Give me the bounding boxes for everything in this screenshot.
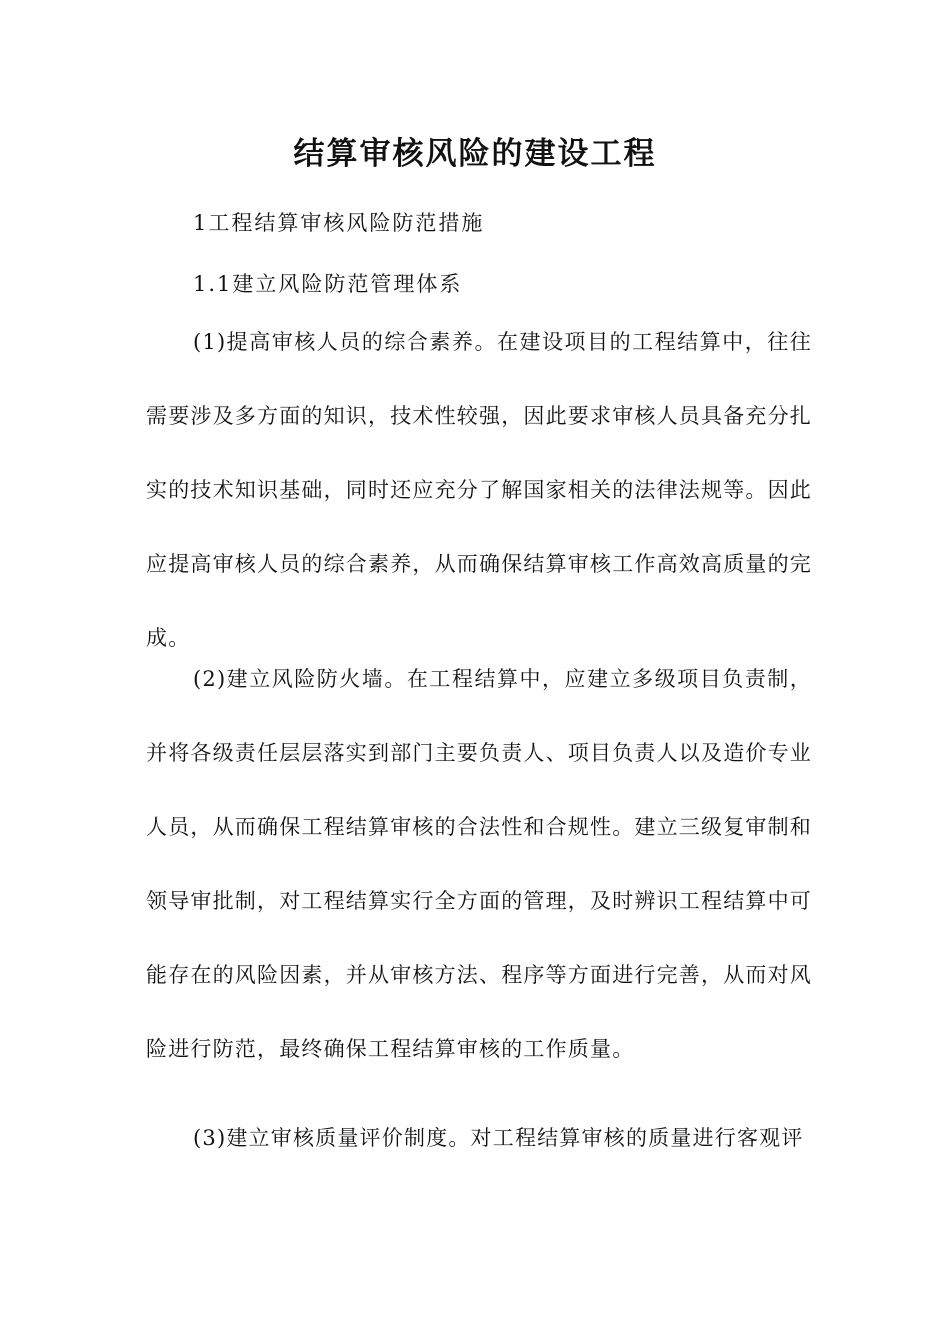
section-heading: 1工程结算审核风险防范措施 xyxy=(193,211,485,235)
document-title: 结算审核风险的建设工程 xyxy=(293,136,657,172)
paragraph-2: (2)建立风险防火墙。在工程结算中，应建立多级项目负责制，并将各级责任层层落实到部门主要负责人、项目负责人以及造价专业人员，从而确保工程结算审核的合法性和合规性。建立三级复审制和领导审批制，对工程结算实行全方面的管理，及时辨识工程结算中可能存在的风险因素，并从审核方法、程序等方面进行完善，从而对风险进行防范，最终确保工程结算审核的工作质量。 xyxy=(146,667,812,1061)
paragraph-1: (1)提高审核人员的综合素养。在建设项目的工程结算中，往往需要涉及多方面的知识，技术性较强，因此要求审核人员具备充分扎实的技术知识基础，同时还应充分了解国家相关的法律法规等。因此应提高审核人员的综合素养，从而确保结算审核工作高效高质量的完成。 xyxy=(146,330,812,650)
subsection-heading: 1.1建立风险防范管理体系 xyxy=(193,272,463,296)
paragraph-3: (3)建立审核质量评价制度。对工程结算审核的质量进行客观评 xyxy=(193,1126,804,1150)
